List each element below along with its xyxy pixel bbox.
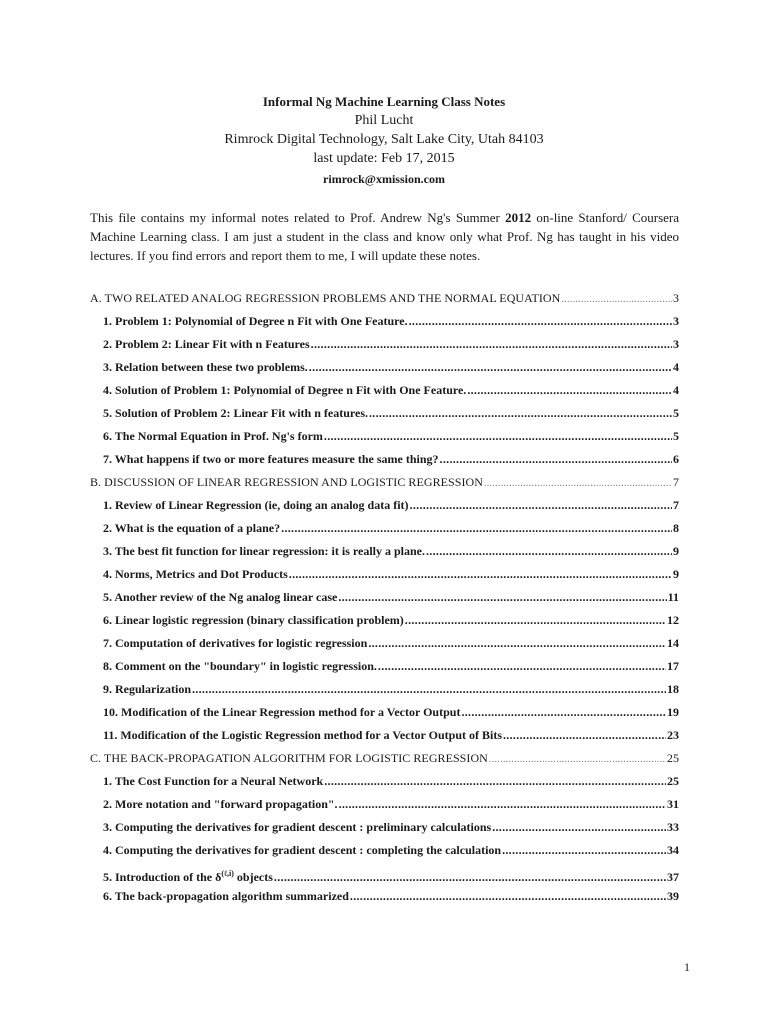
- toc-entry[interactable]: [90, 701, 679, 724]
- toc-entry-title: [103, 379, 466, 402]
- dot-leader: [489, 747, 666, 771]
- toc-entry[interactable]: [90, 310, 679, 333]
- toc-entry[interactable]: [90, 885, 679, 908]
- toc-entry-title: [103, 839, 501, 862]
- toc-entry-page-number: 6: [673, 452, 679, 466]
- toc-entry[interactable]: [90, 655, 679, 678]
- intro-text-start: This file contains my informal notes related to Prof. Andrew Ng's Summer: [90, 210, 506, 225]
- toc-entry-title-text: 4. Solution of Problem 1: Polynomial of Degree n Fit with One Feature.: [103, 383, 467, 397]
- toc-entry-title: [103, 563, 288, 586]
- toc-entry-page-number: 25: [667, 774, 679, 788]
- toc-entry-title: [103, 632, 367, 655]
- intro-paragraph: [90, 208, 679, 265]
- toc-entry-title-text: 8. Comment on the "boundary" in logistic regression.: [103, 659, 377, 673]
- toc-entry-title-text: 7. Computation of derivatives for logistic regression: [103, 636, 368, 650]
- toc-entry[interactable]: [90, 793, 679, 816]
- toc-entry-page-number: 3: [673, 314, 679, 328]
- toc-entry-title: [103, 816, 491, 839]
- email-address: rimrock@xmission.com: [323, 172, 445, 186]
- toc-entry-title: [103, 333, 310, 356]
- toc-entry-page-number: 4: [673, 383, 679, 397]
- toc-entry-page-number: 3: [673, 337, 679, 351]
- toc-entry-title-text: 10. Modification of the Linear Regression method for a Vector Output: [103, 705, 461, 719]
- toc-entry-title-text: 5. Introduction of the δ: [103, 870, 222, 884]
- toc-section-b-title-text: B. DISCUSSION OF LINEAR REGRESSION AND LOGISTIC REGRESSION: [90, 475, 483, 489]
- toc-entry[interactable]: [90, 586, 679, 609]
- toc-section-a[interactable]: [90, 287, 679, 310]
- dot-leader: [467, 379, 672, 402]
- toc-section-c-title: [90, 747, 488, 770]
- toc-section-a-title: [90, 287, 560, 310]
- toc-entry[interactable]: [90, 839, 679, 862]
- dot-leader: [405, 609, 666, 632]
- toc-entry-title-text: 6. The back-propagation algorithm summarized: [103, 889, 349, 903]
- toc-entry[interactable]: [90, 816, 679, 839]
- toc-entry-page-number: 34: [667, 843, 679, 857]
- toc-entry-title-text: 2. More notation and "forward propagation".: [103, 797, 338, 811]
- toc-section-b-page-number: 7: [672, 475, 679, 489]
- toc-section-c-page-number: 25: [666, 751, 679, 765]
- toc-entry-title-text: 7. What happens if two or more features measure the same thing?: [103, 452, 439, 466]
- toc-entry-title-text: 3. The best fit function for linear regression: it is really a plane.: [103, 544, 425, 558]
- dot-leader: [309, 356, 672, 379]
- toc-entry-title: [103, 770, 323, 793]
- toc-entry[interactable]: [90, 494, 679, 517]
- dot-leader: [503, 724, 666, 747]
- toc-entry-title: [103, 425, 323, 448]
- toc-entry-page-number: 5: [673, 406, 679, 420]
- toc-entry-title-text: 4. Computing the derivatives for gradient descent : completing the calculation: [103, 843, 502, 857]
- toc-entry[interactable]: [90, 333, 679, 356]
- toc-entry-title: [103, 540, 425, 563]
- toc-entry-page-number: 9: [673, 544, 679, 558]
- dot-leader: [311, 333, 672, 356]
- toc-entry-title-text: 6. Linear logistic regression (binary classification problem): [103, 613, 404, 627]
- dot-leader: [426, 540, 672, 563]
- dot-leader: [324, 425, 672, 448]
- toc-entry-title-text: 6. The Normal Equation in Prof. Ng's form: [103, 429, 323, 443]
- toc-entry-page-number: 18: [667, 682, 679, 696]
- toc-entry[interactable]: [90, 609, 679, 632]
- toc-entry-title-text: 5. Solution of Problem 2: Linear Fit with n features.: [103, 406, 368, 420]
- dot-leader: [484, 471, 672, 495]
- toc-entry-title: [103, 356, 308, 379]
- toc-entry-title: [103, 724, 502, 747]
- dot-leader: [409, 310, 672, 333]
- toc-entry-title-text: 2. Problem 2: Linear Fit with n Features: [103, 337, 310, 351]
- dot-leader: [368, 632, 666, 655]
- toc-entry-page-number: 39: [667, 889, 679, 903]
- dot-leader: [281, 517, 672, 540]
- document-title: Informal Ng Machine Learning Class Notes: [262, 94, 506, 109]
- toc-entry-title-text: 4. Norms, Metrics and Dot Products: [103, 567, 288, 581]
- toc-entry-title-text: 11. Modification of the Logistic Regression method for a Vector Output of Bits: [103, 728, 502, 742]
- toc-entry[interactable]: [90, 724, 679, 747]
- toc-entry-title: [103, 448, 439, 471]
- toc-entry[interactable]: [90, 563, 679, 586]
- toc-entry-page-number: 37: [667, 870, 679, 884]
- table-of-contents: [90, 287, 679, 908]
- toc-entry-page-number: 14: [667, 636, 679, 650]
- toc-entry-title: [103, 494, 409, 517]
- dot-leader: [561, 287, 672, 311]
- toc-entry-title-text: 3. Computing the derivatives for gradient descent : preliminary calculations: [103, 820, 492, 834]
- toc-entry-page-number: 11: [667, 590, 679, 604]
- toc-entry-page-number: 17: [667, 659, 679, 673]
- toc-entry-title-text: 5. Another review of the Ng analog linear case: [103, 590, 338, 604]
- dot-leader: [440, 448, 672, 471]
- dot-leader: [289, 563, 672, 586]
- toc-entry-title: [103, 885, 349, 908]
- toc-entry[interactable]: [90, 356, 679, 379]
- toc-entry-page-number: 5: [673, 429, 679, 443]
- toc-entry-title: [103, 402, 368, 425]
- dot-leader: [502, 839, 666, 862]
- toc-entry-title: [103, 586, 337, 609]
- toc-entry-superscript: (ℓ,i): [221, 869, 234, 878]
- toc-entry-title: [103, 609, 404, 632]
- toc-entry-page-number: 19: [667, 705, 679, 719]
- toc-entry-page-number: 7: [673, 498, 679, 512]
- toc-entry[interactable]: [90, 632, 679, 655]
- toc-section-c-title-text: C. THE BACK-PROPAGATION ALGORITHM FOR LOGISTIC REGRESSION: [90, 751, 488, 765]
- toc-entry-title-suffix: objects: [233, 870, 273, 884]
- intro-year: 2012: [505, 210, 532, 225]
- organization: Rimrock Digital Technology, Salt Lake City, Utah 84103: [224, 132, 544, 147]
- toc-entry[interactable]: [90, 540, 679, 563]
- toc-entry-title: [103, 793, 338, 816]
- toc-section-b-title: [90, 471, 483, 494]
- toc-entry[interactable]: [90, 448, 679, 471]
- toc-entry-title: [103, 701, 460, 724]
- dot-leader: [461, 701, 666, 724]
- toc-entry-title-text: 9. Regularization: [103, 682, 191, 696]
- dot-leader: [192, 678, 666, 701]
- toc-entry-title-text: 1. Review of Linear Regression (ie, doing an analog data fit): [103, 498, 409, 512]
- toc-entry-title: [103, 655, 377, 678]
- dot-leader: [492, 816, 666, 839]
- toc-section-a-title-text: A. TWO RELATED ANALOG REGRESSION PROBLEMS AND THE NORMAL EQUATION: [90, 291, 561, 305]
- last-update: last update: Feb 17, 2015: [313, 151, 455, 166]
- dot-leader: [410, 494, 672, 517]
- toc-entry-page-number: 9: [673, 567, 679, 581]
- toc-entry-page-number: 8: [673, 521, 679, 535]
- toc-entry-title-text: 2. What is the equation of a plane?: [103, 521, 281, 535]
- toc-entry-page-number: 23: [667, 728, 679, 742]
- title-block: [0, 92, 768, 190]
- page-number: 1: [684, 960, 690, 974]
- dot-leader: [369, 402, 672, 425]
- toc-entry[interactable]: [90, 678, 679, 701]
- toc-entry[interactable]: [90, 379, 679, 402]
- toc-entry-page-number: 33: [667, 820, 679, 834]
- toc-entry-title: [103, 517, 280, 540]
- toc-entry-title-text: 1. The Cost Function for a Neural Network: [103, 774, 324, 788]
- toc-entry-title-text: 3. Relation between these two problems.: [103, 360, 308, 374]
- toc-entry-page-number: 12: [667, 613, 679, 627]
- toc-entry-title: [103, 678, 191, 701]
- dot-leader: [324, 770, 666, 793]
- toc-section-a-page-number: 3: [672, 291, 679, 305]
- toc-entry[interactable]: [90, 517, 679, 540]
- toc-entry[interactable]: [90, 862, 679, 885]
- toc-entry-title-text: 1. Problem 1: Polynomial of Degree n Fit with One Feature.: [103, 314, 408, 328]
- dot-leader: [350, 885, 666, 908]
- toc-entry-page-number: 31: [667, 797, 679, 811]
- author-name: Phil Lucht: [354, 113, 414, 128]
- toc-entry[interactable]: [90, 402, 679, 425]
- intro-text-end: on-line Stanford/ Coursera Machine Learning class. I am just a student in the class and know only what Prof. Ng has taught in his video lectures. If you find errors and report them to me, I will update these notes.: [90, 210, 679, 263]
- toc-entry[interactable]: [90, 425, 679, 448]
- toc-section-b[interactable]: [90, 471, 679, 494]
- dot-leader: [338, 586, 666, 609]
- dot-leader: [378, 655, 666, 678]
- toc-entry-title: [103, 310, 408, 333]
- dot-leader: [339, 793, 666, 816]
- toc-entry-page-number: 4: [673, 360, 679, 374]
- toc-section-c[interactable]: [90, 747, 679, 770]
- toc-entry[interactable]: [90, 770, 679, 793]
